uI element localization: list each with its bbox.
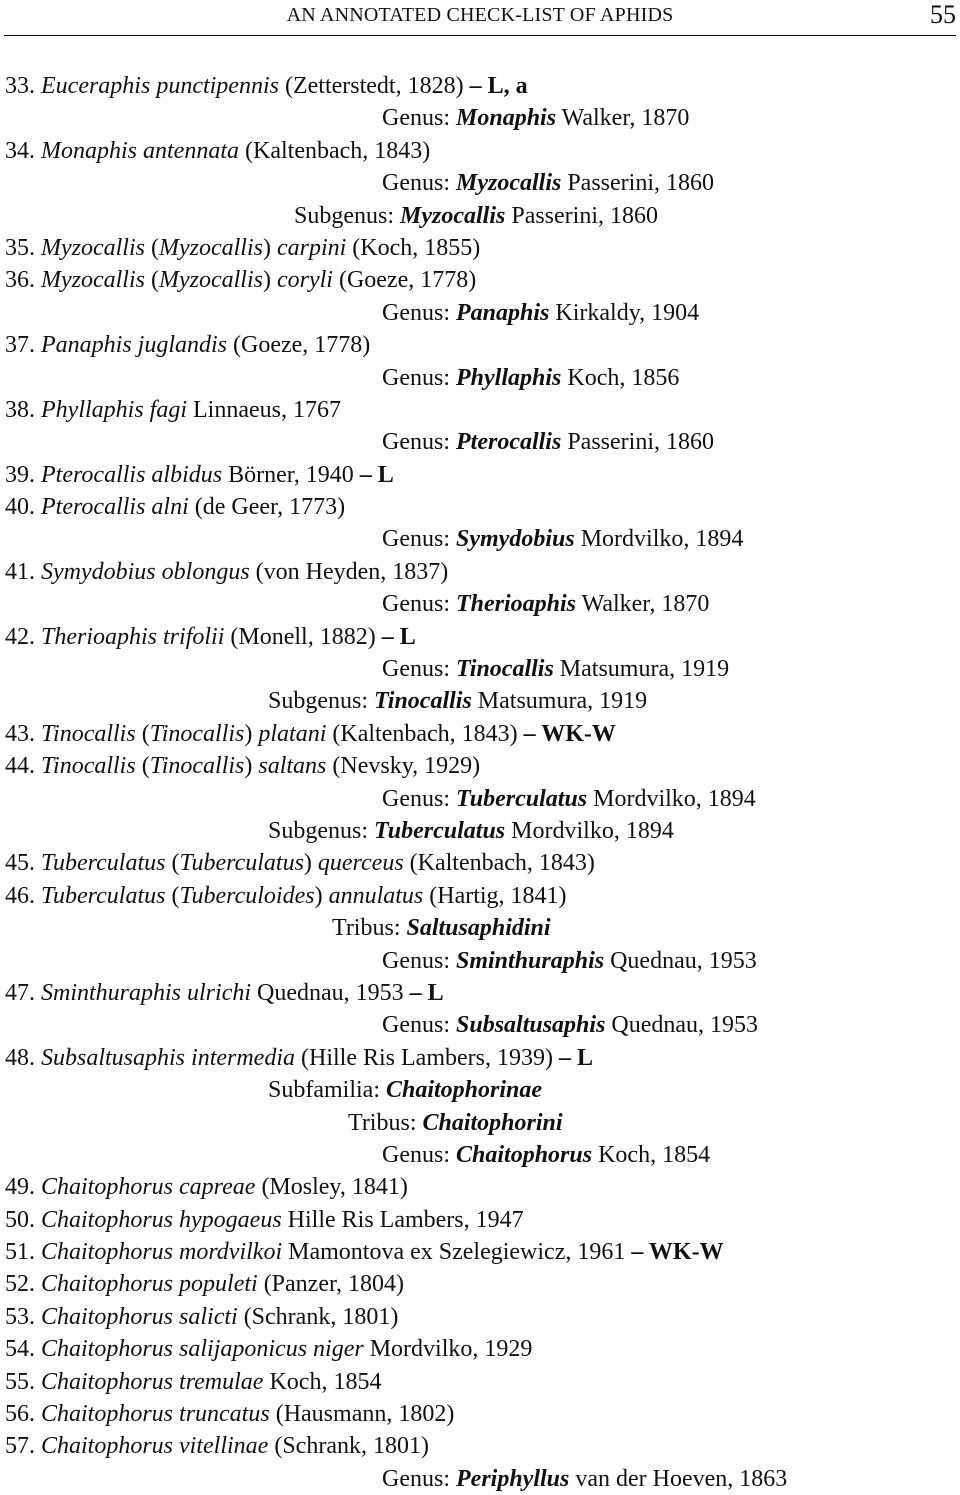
text-run: Genus: <box>382 299 456 326</box>
taxon-name: Therioaphis <box>456 591 577 618</box>
text-run: ( <box>144 267 159 294</box>
text-run: Quednau, 1953 <box>604 947 757 974</box>
taxon-name: Pterocallis <box>456 429 562 456</box>
entry-number: 53. <box>5 1303 41 1330</box>
taxon-name: Tinocallis <box>149 720 245 747</box>
taxon-name: Tuberculoides <box>179 882 315 909</box>
text-run: ) <box>262 234 277 261</box>
text-run: Passerini, 1860 <box>561 429 714 456</box>
taxon-name: Tuberculatus <box>41 882 166 909</box>
page-header <box>0 0 960 36</box>
taxon-name: platani <box>258 720 327 747</box>
taxon-heading <box>0 815 960 847</box>
text-run: Matsumura, 1919 <box>553 656 730 683</box>
text-run: ) <box>314 882 329 909</box>
species-entry <box>0 459 960 491</box>
taxon-heading <box>0 200 960 232</box>
taxon-name: Myzocallis <box>400 202 506 229</box>
status-code: – L, a <box>469 73 528 99</box>
text-run: Genus: <box>382 1012 456 1039</box>
species-entry <box>0 1398 960 1430</box>
taxon-name: Chaitophorus populeti <box>41 1271 258 1298</box>
taxon-name: Chaitophorus salicti <box>41 1303 238 1330</box>
entry-number: 56. <box>5 1401 41 1428</box>
entry-number: 46. <box>5 882 41 909</box>
text-run: Börner, 1940 <box>222 461 360 488</box>
taxon-name: Chaitophorus salijaponicus niger <box>41 1336 364 1363</box>
entry-number: 50. <box>5 1206 41 1233</box>
text-run: Mamontova ex Szelegiewicz, 1961 <box>282 1239 632 1266</box>
text-run: Mordvilko, 1894 <box>505 817 674 844</box>
text-run: ) <box>262 267 277 294</box>
entry-number: 42. <box>5 623 41 650</box>
text-run: Genus: <box>382 656 456 683</box>
text-run: Genus: <box>382 364 456 391</box>
taxon-name: Euceraphis punctipennis <box>41 73 279 99</box>
entry-number: 39. <box>5 461 41 488</box>
entry-number: 55. <box>5 1368 41 1395</box>
taxon-name: Myzocallis <box>158 234 263 261</box>
text-run: (Monell, 1882) <box>224 623 382 650</box>
text-run: Genus: <box>382 429 456 456</box>
taxon-name: Symydobius oblongus <box>41 558 250 585</box>
taxon-heading <box>0 362 960 394</box>
text-run: Walker, 1870 <box>556 105 690 132</box>
taxon-heading <box>0 945 960 977</box>
taxon-name: Chaitophorus capreae <box>41 1174 256 1201</box>
text-run: Quednau, 1953 <box>251 979 410 1006</box>
taxon-name: Sminthuraphis <box>456 947 605 974</box>
species-entry <box>0 1268 960 1300</box>
header-rule <box>4 35 956 36</box>
text-run: (Hausmann, 1802) <box>269 1401 455 1428</box>
text-run: ( <box>165 882 180 909</box>
text-run: (Hartig, 1841) <box>423 882 567 909</box>
taxon-name: Tuberculatus <box>179 850 304 877</box>
taxon-name: Myzocallis <box>158 267 263 294</box>
taxon-name: Tinocallis <box>456 656 554 683</box>
entry-number: 34. <box>5 137 41 164</box>
text-run: ) <box>303 850 318 877</box>
entry-number: 33. <box>5 73 41 99</box>
taxon-name: Panaphis <box>456 299 550 326</box>
species-entry <box>0 329 960 361</box>
entry-number: 40. <box>5 494 41 521</box>
entry-number: 44. <box>5 753 41 780</box>
taxon-name: Saltusaphidini <box>406 915 551 942</box>
species-entry <box>0 621 960 653</box>
taxon-name: Panaphis juglandis <box>41 332 228 359</box>
species-entry <box>0 718 960 750</box>
taxon-name: Monaphis antennata <box>41 137 239 164</box>
species-entry <box>0 1430 960 1462</box>
taxon-name: Myzocallis <box>41 234 145 261</box>
taxon-heading <box>0 588 960 620</box>
text-run: Genus: <box>382 785 456 812</box>
species-entry <box>0 264 960 296</box>
text-run: (Kaltenbach, 1843) <box>239 137 431 164</box>
text-run: Koch, 1854 <box>263 1368 382 1395</box>
text-run: (Nevsky, 1929) <box>326 753 481 780</box>
taxon-name: Pterocallis albidus <box>41 461 223 488</box>
text-run: Passerini, 1860 <box>561 170 714 197</box>
text-run: Kirkaldy, 1904 <box>549 299 700 326</box>
text-run: (Schrank, 1801) <box>237 1303 399 1330</box>
text-run: Subgenus: <box>268 817 375 844</box>
taxon-heading <box>0 1009 960 1041</box>
text-run: (Zetterstedt, 1828) <box>278 73 470 99</box>
taxon-name: Tuberculatus <box>456 785 588 812</box>
entry-number: 35. <box>5 234 41 261</box>
taxon-name: Chaitophorini <box>422 1109 563 1136</box>
entry-number: 52. <box>5 1271 41 1298</box>
taxon-heading <box>0 167 960 199</box>
taxon-name: Tuberculatus <box>374 817 506 844</box>
taxon-name: Myzocallis <box>456 170 562 197</box>
taxon-name: Symydobius <box>456 526 575 553</box>
taxon-name: Phyllaphis <box>456 364 562 391</box>
taxon-name: Chaitophorus truncatus <box>41 1401 270 1428</box>
taxon-name: Myzocallis <box>41 267 145 294</box>
species-entry <box>0 70 960 102</box>
text-run: (de Geer, 1773) <box>188 494 346 521</box>
taxon-name: Subsaltusaphis intermedia <box>41 1044 296 1071</box>
taxon-name: Chaitophorus hypogaeus <box>41 1206 282 1233</box>
entry-number: 41. <box>5 558 41 585</box>
entry-number: 51. <box>5 1239 41 1266</box>
entry-number: 54. <box>5 1336 41 1363</box>
species-entry <box>0 135 960 167</box>
taxon-name: Chaitophorus <box>456 1141 593 1168</box>
text-run: Tribus: <box>348 1109 423 1136</box>
species-entry <box>0 1204 960 1236</box>
taxon-name: Tinocallis <box>149 753 245 780</box>
text-run: ( <box>135 753 150 780</box>
taxon-name: Periphyllus <box>456 1465 570 1492</box>
entry-number: 37. <box>5 332 41 359</box>
taxon-heading <box>0 653 960 685</box>
taxon-name: annulatus <box>328 882 424 909</box>
text-run: (Schrank, 1801) <box>268 1433 429 1460</box>
entry-number: 47. <box>5 979 41 1006</box>
taxon-name: Tinocallis <box>41 720 136 747</box>
species-entry <box>0 1171 960 1203</box>
species-entry <box>0 880 960 912</box>
species-entry <box>0 491 960 523</box>
text-run: ) <box>244 720 259 747</box>
entry-number: 36. <box>5 267 41 294</box>
entry-number: 57. <box>5 1433 41 1460</box>
text-run: Koch, 1854 <box>592 1141 711 1168</box>
species-entry <box>0 977 960 1009</box>
species-entry <box>0 1042 960 1074</box>
taxon-heading <box>0 426 960 458</box>
taxon-name: carpini <box>276 234 347 261</box>
taxon-name: Sminthuraphis ulrichi <box>41 979 252 1006</box>
text-run: Genus: <box>382 591 456 618</box>
text-run: Genus: <box>382 1141 456 1168</box>
text-run: Genus: <box>382 1465 456 1492</box>
text-run: van der Hoeven, 1863 <box>569 1465 788 1492</box>
text-run: (Panzer, 1804) <box>257 1271 405 1298</box>
text-run: (Hille Ris Lambers, 1939) <box>295 1044 559 1071</box>
status-code: – L <box>558 1044 593 1071</box>
taxon-name: Chaitophorus mordvilkoi <box>41 1239 283 1266</box>
text-run: Mordvilko, 1894 <box>574 526 744 553</box>
status-code: – L <box>359 461 394 488</box>
taxon-heading <box>0 523 960 555</box>
text-run: Genus: <box>382 526 456 553</box>
taxon-name: Chaitophorus tremulae <box>41 1368 264 1395</box>
entry-number: 43. <box>5 720 41 747</box>
taxon-heading <box>0 1139 960 1171</box>
status-code: – WK-W <box>631 1239 724 1266</box>
entry-number: 38. <box>5 396 41 423</box>
taxon-name: Monaphis <box>456 105 557 132</box>
status-code: – L <box>381 623 416 650</box>
taxon-heading <box>0 102 960 134</box>
text-run: Genus: <box>382 105 456 132</box>
taxon-heading <box>0 685 960 717</box>
text-run: (Goeze, 1778) <box>227 332 371 359</box>
entry-number: 49. <box>5 1174 41 1201</box>
page-number: 55 <box>930 0 956 29</box>
species-entry <box>0 394 960 426</box>
species-entry <box>0 750 960 782</box>
taxon-heading <box>0 1074 960 1106</box>
text-run: (Koch, 1855) <box>346 234 481 261</box>
text-run: ) <box>244 753 259 780</box>
taxon-name: querceus <box>317 850 404 877</box>
taxon-name: Tuberculatus <box>41 850 166 877</box>
text-run: ( <box>144 234 159 261</box>
species-entry <box>0 1236 960 1268</box>
text-run: Subfamilia: <box>268 1077 386 1104</box>
text-run: ( <box>135 720 150 747</box>
species-entry <box>0 232 960 264</box>
species-entry <box>0 1301 960 1333</box>
text-run: Koch, 1856 <box>561 364 680 391</box>
taxon-name: coryli <box>276 267 333 294</box>
running-title: AN ANNOTATED CHECK-LIST OF APHIDS <box>286 4 674 26</box>
text-run: Subgenus: <box>268 688 375 715</box>
text-run: Tribus: <box>332 915 407 942</box>
text-run: Quednau, 1953 <box>605 1012 759 1039</box>
entry-number: 45. <box>5 850 41 877</box>
text-run: (Kaltenbach, 1843) <box>403 850 595 877</box>
text-run: (Kaltenbach, 1843) <box>326 720 524 747</box>
text-run: (von Heyden, 1837) <box>249 558 449 585</box>
taxon-heading <box>0 1463 960 1495</box>
taxon-name: Chaitophorinae <box>385 1077 543 1104</box>
text-run: Passerini, 1860 <box>505 202 659 229</box>
species-entry <box>0 1366 960 1398</box>
text-run: Matsumura, 1919 <box>471 688 648 715</box>
text-run: (Goeze, 1778) <box>332 267 477 294</box>
species-entry <box>0 847 960 879</box>
taxon-heading <box>0 297 960 329</box>
species-entry <box>0 1333 960 1365</box>
taxon-name: Tinocallis <box>41 753 136 780</box>
taxon-name: saltans <box>258 753 327 780</box>
status-code: – WK-W <box>523 720 616 747</box>
checklist <box>0 70 960 1495</box>
taxon-name: Subsaltusaphis <box>456 1012 606 1039</box>
text-run: Subgenus: <box>294 202 401 229</box>
text-run: (Mosley, 1841) <box>255 1174 408 1201</box>
taxon-name: Pterocallis alni <box>41 494 189 521</box>
text-run: Genus: <box>382 947 456 974</box>
text-run: Walker, 1870 <box>576 591 710 618</box>
taxon-name: Therioaphis trifolii <box>41 623 225 650</box>
taxon-heading <box>0 912 960 944</box>
text-run: Mordvilko, 1894 <box>587 785 756 812</box>
taxon-heading <box>0 783 960 815</box>
status-code: – L <box>409 979 444 1006</box>
entry-number: 48. <box>5 1044 41 1071</box>
taxon-name: Chaitophorus vitellinae <box>41 1433 269 1460</box>
text-run: ( <box>165 850 180 877</box>
taxon-name: Tinocallis <box>374 688 472 715</box>
taxon-name: Phyllaphis fagi <box>41 396 187 423</box>
text-run: Hille Ris Lambers, 1947 <box>281 1206 524 1233</box>
taxon-heading <box>0 1107 960 1139</box>
text-run: Mordvilko, 1929 <box>363 1336 533 1363</box>
species-entry <box>0 556 960 588</box>
text-run: Genus: <box>382 170 456 197</box>
text-run: Linnaeus, 1767 <box>187 396 341 423</box>
